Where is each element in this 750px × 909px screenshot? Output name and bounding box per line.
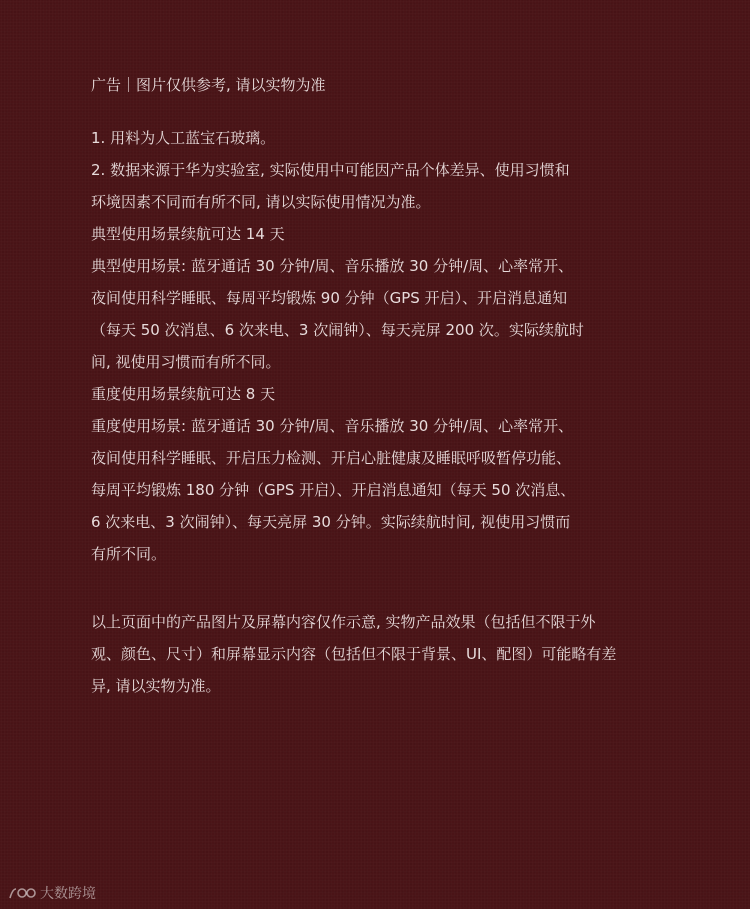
note-line: 夜间使用科学睡眠、每周平均锻炼 90 分钟（GPS 开启）、开启消息通知: [91, 289, 568, 307]
note-line: 间, 视使用习惯而有所不同。: [91, 353, 281, 371]
disclaimer-line: 以上页面中的产品图片及屏幕内容仅作示意, 实物产品效果（包括但不限于外: [91, 613, 596, 631]
note-line: 6 次来电、3 次闹钟）、每天亮屏 30 分钟。实际续航时间, 视使用习惯而: [91, 513, 571, 531]
fine-print-section: [91, 74, 671, 702]
watermark: [8, 883, 96, 903]
note-line: 2. 数据来源于华为实验室, 实际使用中可能因产品个体差异、使用习惯和: [91, 161, 570, 179]
note-line: 夜间使用科学睡眠、开启压力检测、开启心脏健康及睡眠呼吸暂停功能、: [91, 449, 572, 467]
ad-disclaimer-line: 广告｜图片仅供参考, 请以实物为准: [91, 76, 326, 94]
note-line: 重度使用场景: 蓝牙通话 30 分钟/周、音乐播放 30 分钟/周、心率常开、: [91, 417, 574, 435]
note-line: 有所不同。: [91, 545, 167, 563]
note-line: 典型使用场景: 蓝牙通话 30 分钟/周、音乐播放 30 分钟/周、心率常开、: [91, 257, 574, 275]
note-line: 1. 用料为人工蓝宝石玻璃。: [91, 129, 276, 147]
heavy-heading: 重度使用场景续航可达 8 天: [91, 385, 276, 403]
note-line: 每周平均锻炼 180 分钟（GPS 开启）、开启消息通知（每天 50 次消息、: [91, 481, 576, 499]
disclaimer-line: 观、颜色、尺寸）和屏幕显示内容（包括但不限于背景、UI、配图）可能略有差: [91, 645, 617, 663]
battery-notes: [91, 122, 671, 570]
typical-heading: 典型使用场景续航可达 14 天: [91, 225, 285, 243]
dashu-logo-icon: [8, 885, 36, 901]
product-image-disclaimer: [91, 606, 671, 702]
watermark-text: 大数跨境: [40, 886, 96, 902]
note-line: （每天 50 次消息、6 次来电、3 次闹钟）、每天亮屏 200 次。实际续航时: [91, 321, 584, 339]
disclaimer-line: 异, 请以实物为准。: [91, 677, 221, 695]
note-line: 环境因素不同而有所不同, 请以实际使用情况为准。: [91, 193, 431, 211]
